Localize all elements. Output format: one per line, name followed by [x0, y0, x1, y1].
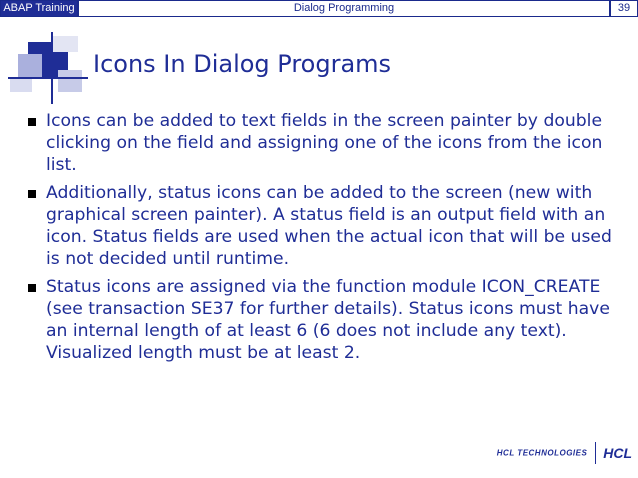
logo-wordmark: HCL [603, 445, 632, 461]
company-name: HCL TECHNOLOGIES [496, 448, 588, 458]
bullet-square-icon [28, 190, 36, 198]
bullet-item [28, 182, 618, 270]
bullet-text: Additionally, status icons can be added to the screen (new with graphical screen painter). A status field is an output field with an icon. Status fields are used when the actual icon that will be used is not decided until runtime. [46, 183, 612, 269]
slide-title: Icons In Dialog Programs [93, 50, 392, 78]
logo-divider [595, 442, 596, 464]
bullet-item [28, 276, 618, 364]
bullet-text: Icons can be added to text fields in the screen painter by double clicking on the field and assigning one of the icons from the icon list. [46, 111, 603, 175]
page-number: 39 [610, 0, 638, 17]
header-bar [0, 0, 638, 18]
bullet-item [28, 110, 618, 176]
module-label: Dialog Programming [78, 0, 610, 17]
course-label: ABAP Training [0, 0, 78, 17]
bullet-list [28, 110, 618, 370]
bullet-square-icon [28, 284, 36, 292]
bullet-square-icon [28, 118, 36, 126]
hcl-logo [497, 442, 632, 464]
decorative-squares-logo [8, 32, 88, 104]
bullet-text: Status icons are assigned via the function module ICON_CREATE (see transaction SE37 for further details). Status icons must have an internal length of at least 6 (6 does not include any text). Visualized length must be at least 2. [46, 277, 610, 363]
